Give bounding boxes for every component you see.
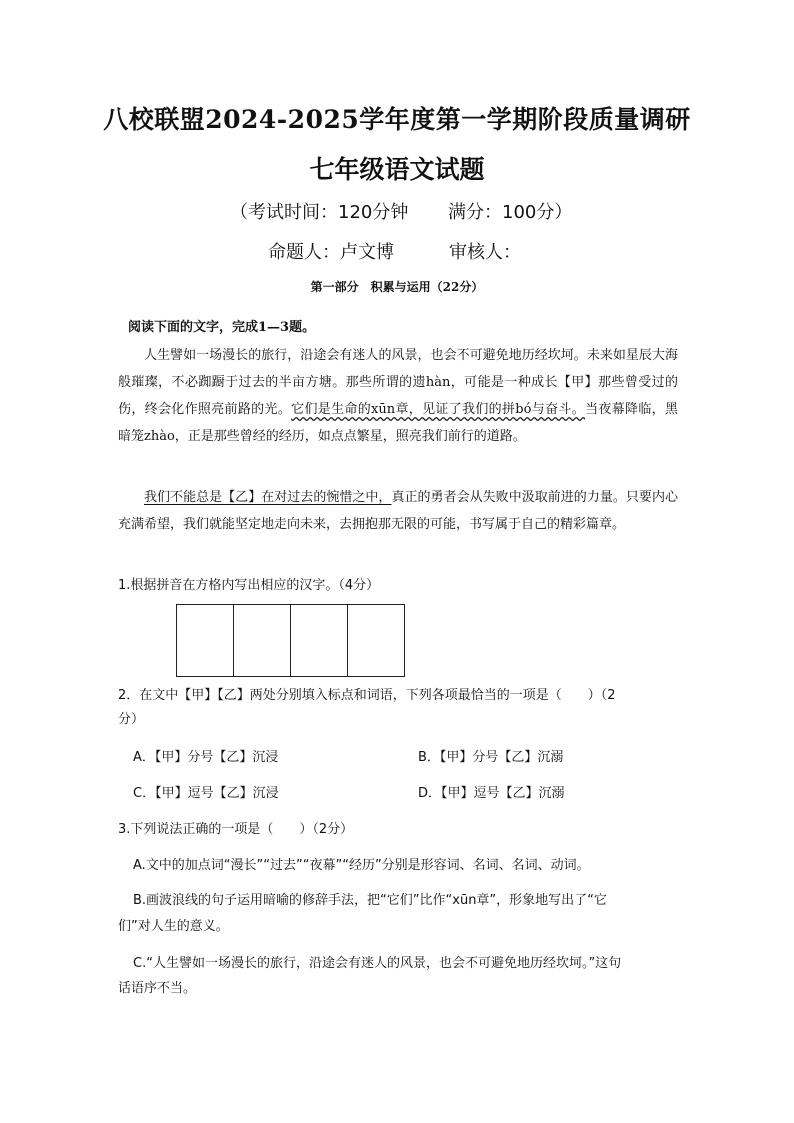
passage-text: 人生譬如一场漫长的旅行，沿途会有迷人的风景，也会不可避免地历经坎坷。未来如星辰大海般璀璨，不必踟蹰于过去的半亩方塘。那些所谓的遗hàn，可能是一种成长【甲】那些曾受过的伤，终会化作照亮前路的光。 bbox=[118, 348, 678, 417]
exam-time: （考试时间：120分钟 bbox=[230, 202, 409, 223]
passage-text: 当夜幕降临，黑暗笼zhào，正是那些曾经的经历，如点点繁星，照亮我们前行的道路。 bbox=[118, 402, 678, 444]
section-title: 第一部分 积累与运用（22分） bbox=[310, 280, 484, 294]
answer-grid bbox=[176, 604, 405, 677]
q3-statement-b: B.画波浪线的句子运用暗喻的修辞手法，把“它们”比作“xūn章”，形象地写出了“它 bbox=[133, 893, 607, 908]
question-2: 2．在文中【甲】【乙】两处分别填入标点和词语，下列各项最恰当的一项是（ ）（2 bbox=[118, 688, 616, 703]
answer-box[interactable] bbox=[177, 605, 234, 676]
answer-box[interactable] bbox=[291, 605, 348, 676]
q3-statement-a: A.文中的加点词“漫长”“过去”“夜幕”“经历”分别是形容词、名词、名词、动词。 bbox=[133, 858, 590, 873]
q3-statement-c-continued: 话语序不当。 bbox=[118, 981, 197, 996]
reading-instruction: 阅读下面的文字，完成1—3题。 bbox=[128, 320, 316, 335]
option-c: C．【甲】逗号【乙】沉浸 bbox=[133, 786, 279, 801]
exam-reviewer: 审核人： bbox=[449, 242, 521, 263]
exam-title: 八校联盟2024-2025学年度第一学期阶段质量调研 bbox=[103, 105, 691, 134]
question-2-continued: 分） bbox=[118, 712, 145, 727]
underlined-sentence: 我们不能总是【乙】在对过去的惋惜之中， bbox=[144, 490, 392, 505]
question-1: 1.根据拼音在方格内写出相应的汉字。（4分） bbox=[118, 578, 380, 593]
question-3: 3.下列说法正确的一项是（ ）（2分） bbox=[118, 822, 354, 837]
option-d: D．【甲】逗号【乙】沉溺 bbox=[418, 786, 565, 801]
exam-subtitle: 七年级语文试题 bbox=[309, 155, 485, 184]
option-b: B．【甲】分号【乙】沉溺 bbox=[418, 750, 564, 765]
q3-statement-b-continued: 们”对人生的意义。 bbox=[118, 919, 229, 934]
q3-statement-c: C.“人生譬如一场漫长的旅行，沿途会有迷人的风景，也会不可避免地历经坎坷。”这句 bbox=[133, 956, 622, 971]
passage-text: 真正的勇者会从失败中汲取前进的力量。只要内心充满希望，我们就能坚定地走向未来，去拥抱那无限的可能，书写属于自己的精彩篇章。 bbox=[118, 490, 678, 532]
passage-paragraph-1 bbox=[118, 342, 678, 450]
option-a: A．【甲】分号【乙】沉浸 bbox=[133, 750, 279, 765]
wavy-underlined-sentence: 它们是生命的xūn章，见证了我们的拼bó与奋斗。 bbox=[291, 402, 586, 417]
exam-score: 满分：100分） bbox=[448, 202, 573, 223]
passage-paragraph-2 bbox=[118, 484, 678, 538]
answer-box[interactable] bbox=[348, 605, 404, 676]
answer-box[interactable] bbox=[234, 605, 291, 676]
exam-author: 命题人：卢文博 bbox=[268, 242, 394, 263]
